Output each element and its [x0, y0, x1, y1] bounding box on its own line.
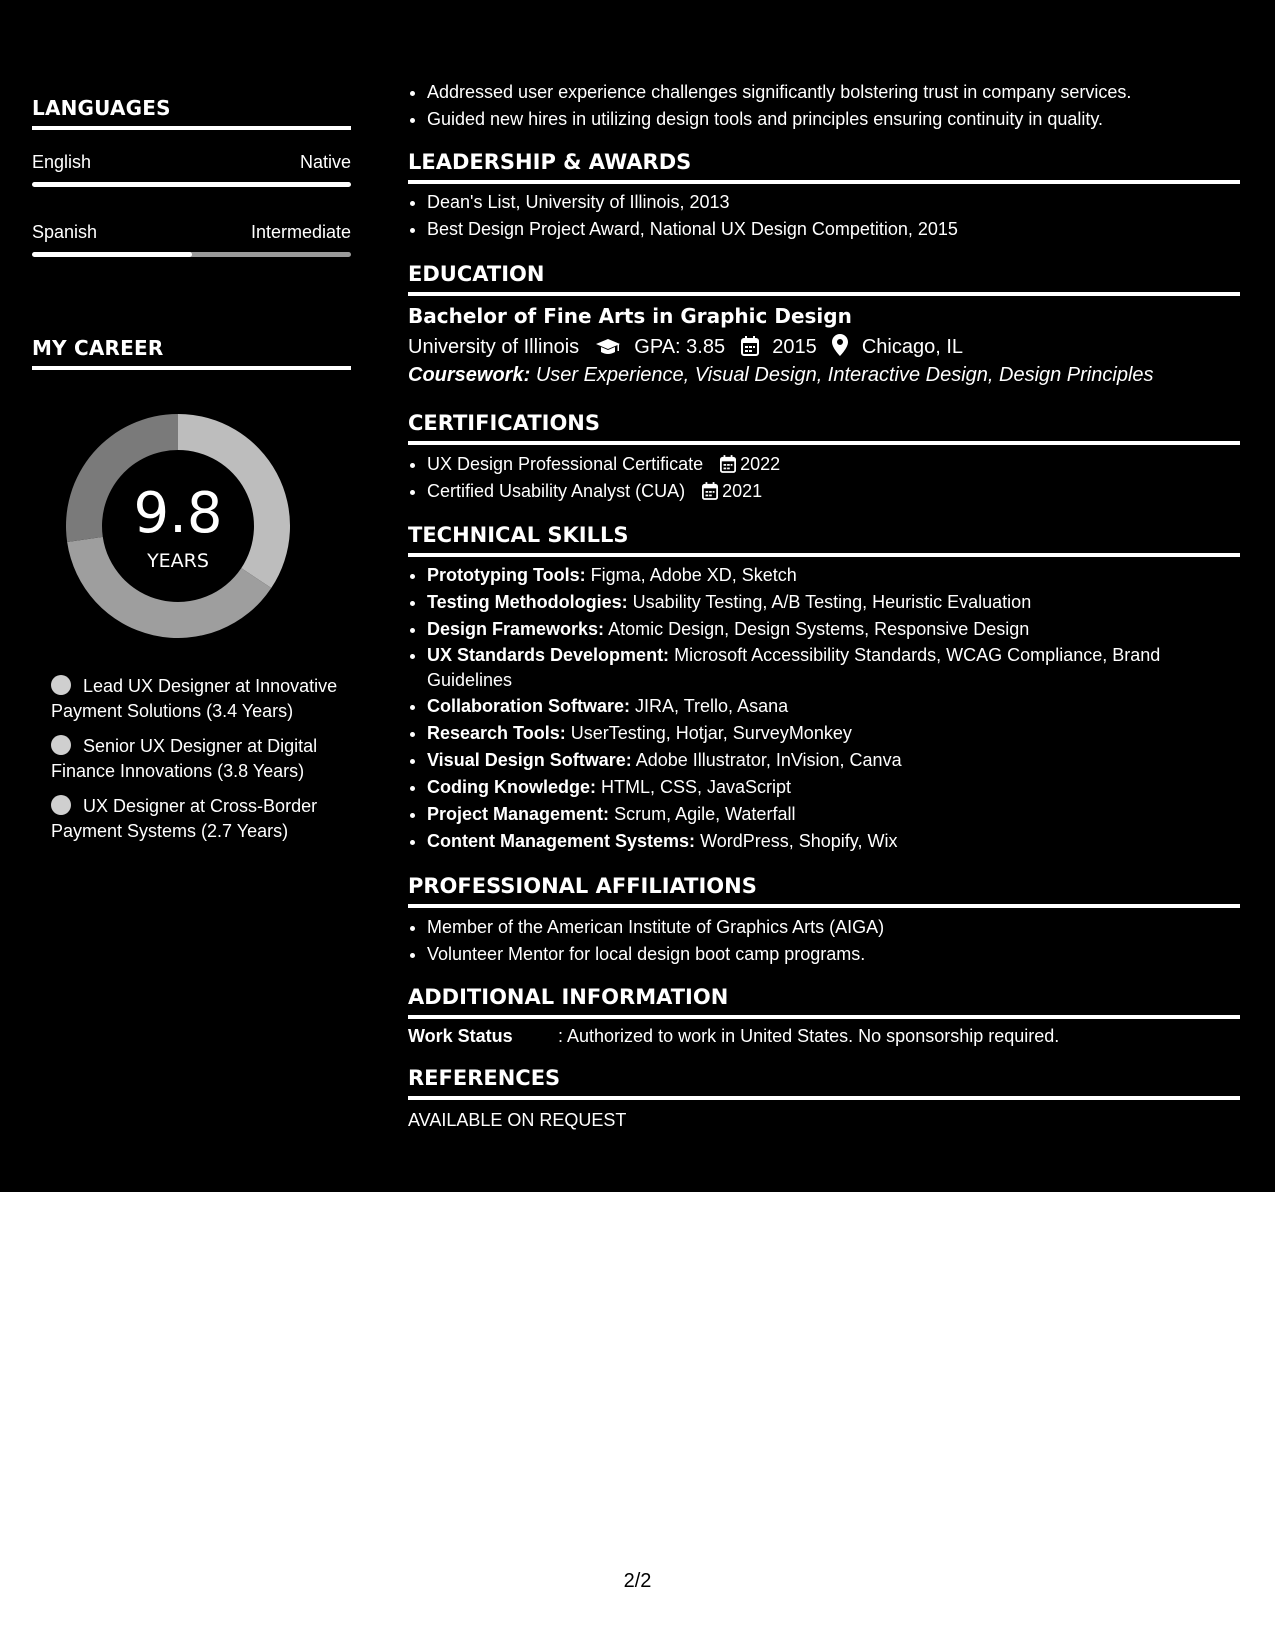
- career-total-value: 9.8: [133, 481, 223, 546]
- certification-year: 2021: [722, 481, 763, 501]
- skills-list: [408, 562, 1240, 855]
- bullet-dot-icon: [51, 735, 71, 755]
- work-status-label: Work Status: [408, 1026, 513, 1046]
- certifications-list: [408, 451, 1240, 505]
- skill-value: JIRA, Trello, Asana: [635, 696, 789, 716]
- skill-value: Adobe Illustrator, InVision, Canva: [635, 750, 902, 770]
- career-item: [51, 674, 341, 724]
- list-item: [427, 589, 1240, 616]
- language-proficiency-fill: [32, 252, 192, 257]
- list-item: [427, 801, 1240, 828]
- list-item: • Guided new hires in utilizing design tools and principles ensuring continuity in quality.: [427, 106, 1240, 133]
- certification-name: UX Design Professional Certificate: [427, 454, 704, 474]
- language-level: Intermediate: [250, 222, 351, 242]
- language-name: Spanish: [32, 222, 98, 242]
- skill-label: Research Tools:: [427, 723, 566, 743]
- leadership-list: [408, 189, 1240, 243]
- certification-year: 2022: [740, 454, 781, 474]
- graduation-cap-icon: [595, 338, 621, 356]
- affiliations-heading: PROFESSIONAL AFFILIATIONS: [408, 874, 1240, 908]
- languages-heading: LANGUAGES: [32, 96, 351, 130]
- skill-value: Microsoft Accessibility Standards, WCAG Compliance, Brand Guidelines: [427, 645, 1161, 690]
- career-item: [51, 794, 341, 844]
- education-school: University of Illinois: [408, 336, 580, 358]
- skill-label: Design Frameworks:: [427, 619, 605, 639]
- education-location: Chicago, IL: [861, 336, 964, 358]
- language-name: English: [32, 152, 92, 172]
- work-status-value: : Authorized to work in United States. No sponsorship required.: [558, 1026, 1060, 1046]
- list-item: [427, 562, 1240, 589]
- skill-label: Testing Methodologies:: [427, 592, 628, 612]
- list-item: [427, 616, 1240, 643]
- list-item: [427, 828, 1240, 855]
- language-proficiency-fill: [32, 182, 351, 187]
- references-text: AVAILABLE ON REQUEST: [408, 1110, 627, 1130]
- skill-value: UserTesting, Hotjar, SurveyMonkey: [570, 723, 852, 743]
- experience-bullets: [408, 79, 1240, 133]
- education-heading: EDUCATION: [408, 262, 1240, 296]
- language-level: Native: [299, 152, 351, 172]
- list-item: [427, 451, 1240, 478]
- skill-label: Coding Knowledge:: [427, 777, 596, 797]
- list-item: • Addressed user experience challenges significantly bolstering trust in company services.: [427, 79, 1240, 106]
- education-year: 2015: [772, 336, 817, 358]
- certification-name: Certified Usability Analyst (CUA): [427, 481, 686, 501]
- additional-info-heading: ADDITIONAL INFORMATION: [408, 985, 1240, 1019]
- donut-center: [66, 414, 290, 638]
- skills-heading: TECHNICAL SKILLS: [408, 523, 1240, 557]
- career-item-text: UX Designer at Cross-Border Payment Systems (2.7 Years): [51, 796, 318, 841]
- skill-label: Collaboration Software:: [427, 696, 631, 716]
- language-proficiency-bar: [32, 182, 351, 187]
- affiliations-list: [408, 914, 1240, 968]
- skill-label: Content Management Systems:: [427, 831, 696, 851]
- skill-value: Usability Testing, A/B Testing, Heuristic Evaluation: [632, 592, 1032, 612]
- references-heading: REFERENCES: [408, 1066, 1240, 1100]
- skill-label: Project Management:: [427, 804, 610, 824]
- leadership-heading: LEADERSHIP & AWARDS: [408, 150, 1240, 184]
- list-item: • Dean's List, University of Illinois, 2013: [427, 189, 1240, 216]
- career-item-text: Lead UX Designer at Innovative Payment Solutions (3.4 Years): [51, 676, 338, 721]
- career-total-unit: YEARS: [147, 550, 209, 572]
- list-item: [427, 643, 1240, 693]
- career-heading: MY CAREER: [32, 336, 351, 370]
- education-degree: Bachelor of Fine Arts in Graphic Design: [408, 304, 852, 328]
- list-item: [427, 720, 1240, 747]
- work-status: [408, 1026, 1059, 1047]
- skill-value: Scrum, Agile, Waterfall: [614, 804, 796, 824]
- coursework-value: User Experience, Visual Design, Interactive Design, Design Principles: [535, 364, 1154, 386]
- skill-label: Visual Design Software:: [427, 750, 632, 770]
- education-details: [408, 334, 963, 359]
- skill-value: WordPress, Shopify, Wix: [700, 831, 898, 851]
- skill-value: Figma, Adobe XD, Sketch: [590, 565, 797, 585]
- certifications-heading: CERTIFICATIONS: [408, 411, 1240, 445]
- career-item-text: Senior UX Designer at Digital Finance Innovations (3.8 Years): [51, 736, 318, 781]
- skill-value: Atomic Design, Design Systems, Responsive Design: [608, 619, 1030, 639]
- list-item: [427, 774, 1240, 801]
- map-pin-icon: [832, 334, 848, 356]
- education-gpa: GPA: 3.85: [634, 336, 726, 358]
- skill-value: HTML, CSS, JavaScript: [601, 777, 792, 797]
- bullet-dot-icon: [51, 675, 71, 695]
- page-number: 2/2: [623, 1570, 652, 1592]
- coursework-label: Coursework:: [408, 364, 531, 386]
- language-proficiency-bar: [32, 252, 351, 257]
- calendar-icon: [741, 336, 759, 356]
- calendar-icon: [702, 482, 718, 500]
- list-item: [427, 747, 1240, 774]
- career-item: [51, 734, 341, 784]
- career-list: [51, 674, 341, 854]
- list-item: • Volunteer Mentor for local design boot camp programs.: [427, 941, 1240, 968]
- education-coursework: [408, 364, 1154, 387]
- skill-label: UX Standards Development:: [427, 645, 670, 665]
- list-item: [427, 478, 1240, 505]
- list-item: • Member of the American Institute of Graphics Arts (AIGA): [427, 914, 1240, 941]
- bullet-dot-icon: [51, 795, 71, 815]
- list-item: • Best Design Project Award, National UX Design Competition, 2015: [427, 216, 1240, 243]
- skill-label: Prototyping Tools:: [427, 565, 586, 585]
- calendar-icon: [720, 455, 736, 473]
- list-item: [427, 693, 1240, 720]
